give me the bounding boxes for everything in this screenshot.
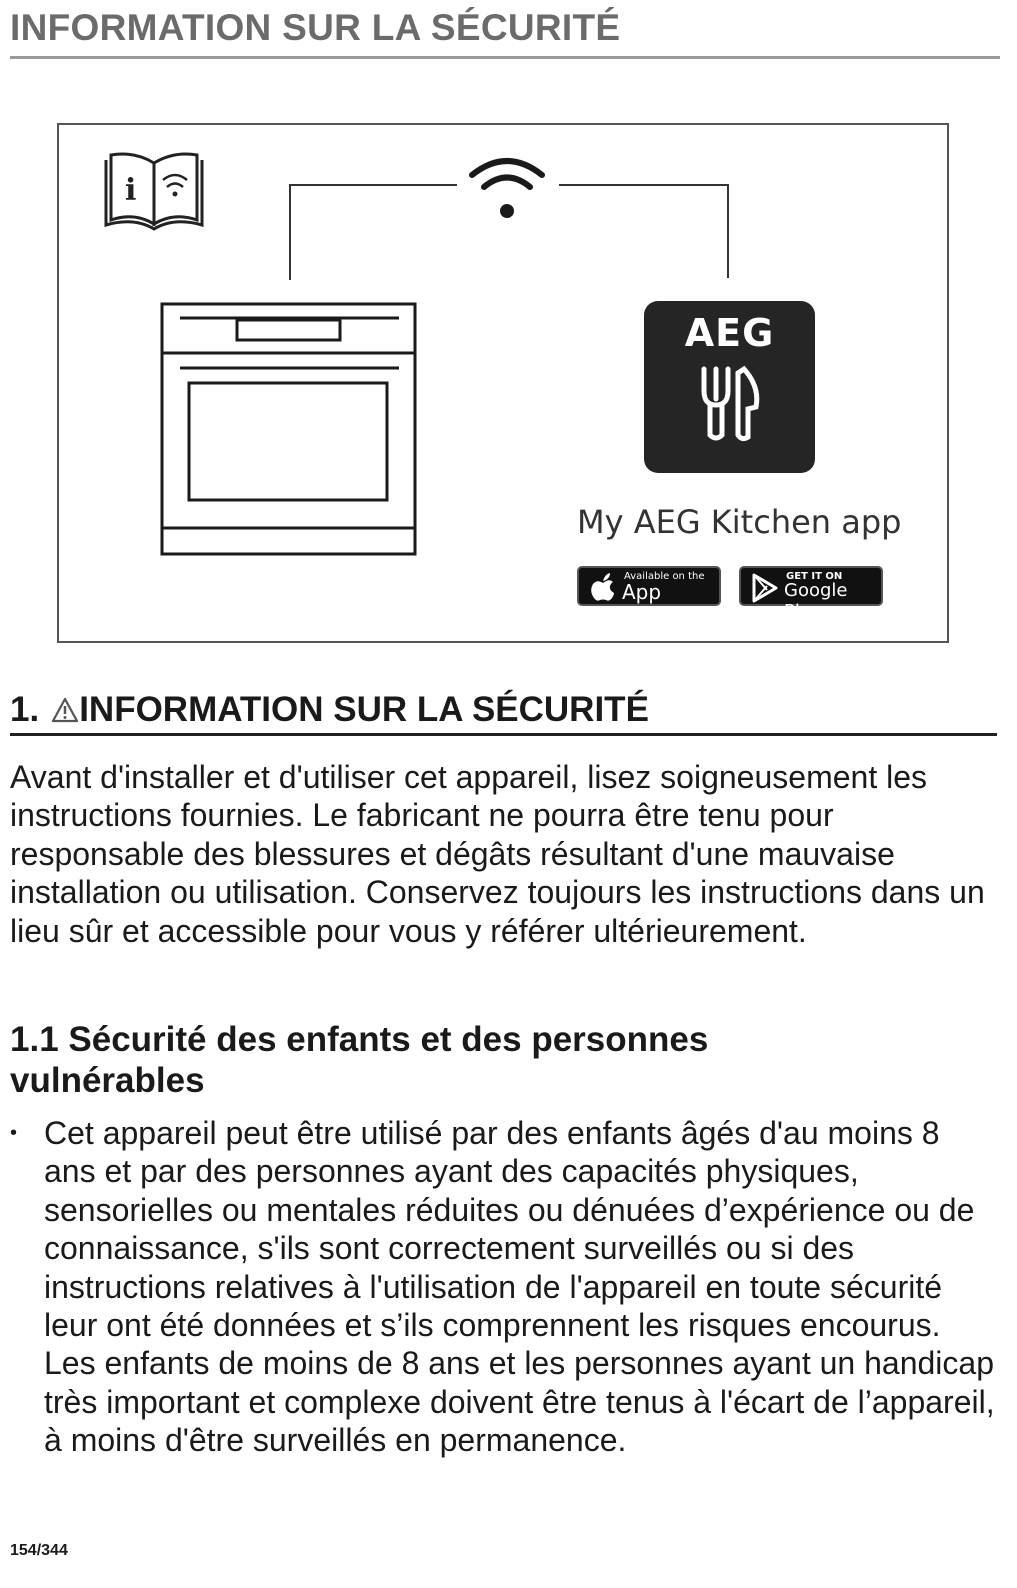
subsection-title: 1.1 Sécurité des enfants et des personnes vulnérables	[10, 1020, 709, 1100]
app-store-label: App Store	[622, 580, 675, 628]
wifi-icon	[472, 161, 542, 218]
fork-knife-icon	[644, 301, 815, 473]
manual-book-icon	[106, 154, 202, 229]
intro-paragraph: Avant d'installer et d'utiliser cet appareil, lisez soigneusement les instructions fournies. Le fabricant ne pourra être tenu pour responsable des blessures et dégâts résultant d'une mauvaise installation ou utilisation. Conservez toujours les instructions dans un lieu sûr et accessible pour vous y référer ultérieurement.	[10, 759, 985, 949]
section-rule	[10, 733, 997, 736]
apple-icon	[588, 571, 618, 603]
section-title: INFORMATION SUR LA SÉCURITÉ	[79, 690, 649, 729]
google-play-icon	[750, 572, 780, 604]
header-rule	[10, 56, 1000, 59]
aeg-logo: AEG	[684, 311, 775, 355]
google-play-small-label: GET IT ON	[786, 571, 843, 582]
app-store-button[interactable]	[577, 566, 721, 628]
warning-icon	[51, 697, 79, 723]
section-number: 1.	[10, 690, 40, 729]
google-play-button[interactable]	[739, 566, 883, 622]
section-heading	[10, 688, 649, 732]
bullet-marker: •	[10, 1122, 18, 1144]
app-store-small-label: Available on the	[624, 571, 705, 582]
oven-illustration	[162, 304, 415, 554]
google-play-label: Google Play	[784, 580, 848, 622]
bullet-text: Cet appareil peut être utilisé par des enfants âgés d'au moins 8 ans et par des personnes ayant des capacités physiques, sensorielles ou mentales réduites ou dénuées d’expérience ou de connaissance, s'ils sont correctement surveillés ou si des instructions relatives à l'utilisation de l'appareil en toute sécurité leur ont été données et s’ils comprennent les risques encourus. Les enfants de moins de 8 ans et les personnes ayant un handicap très important et complexe doivent être tenus à l'écart de l’appareil, à moins d'être surveillés en permanence.	[44, 1115, 995, 1459]
list-item	[10, 1114, 1000, 1460]
svg-text:i: i	[125, 173, 137, 208]
page-number: 154/344	[10, 1542, 68, 1559]
connectivity-figure	[57, 123, 949, 643]
aeg-app-icon	[644, 301, 815, 473]
header-title: INFORMATION SUR LA SÉCURITÉ	[10, 7, 621, 48]
app-name-label: My AEG Kitchen app	[577, 503, 902, 541]
connection-lines	[290, 185, 728, 280]
page-header	[10, 6, 1000, 50]
